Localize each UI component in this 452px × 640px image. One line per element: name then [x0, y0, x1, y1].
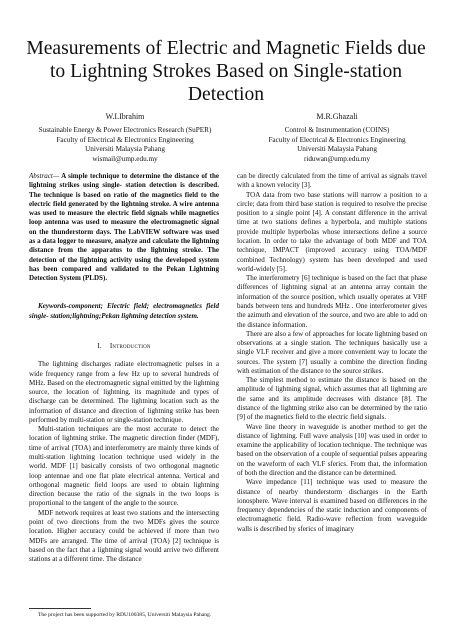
section-heading [29, 342, 219, 351]
abstract-lead: Abstract— [29, 172, 60, 180]
section-number: I. [97, 341, 102, 350]
author-affiliation-line: Universiti Malaysia Pahang [297, 145, 377, 154]
paper-title: Measurements of Electric and Magnetic Fields due to Lightning Strokes Based on Single-station Detection [26, 38, 426, 105]
body-paragraph: TOA data from two base stations will narrow a position to a circle; data from third base station is required to resolve the precise position to a single point [4]. A constant difference in the arrival time at two stations defines a hyperbola, and multiple stations provide multiple hyperbolas whose intersections define a source location. In order to take the advantage of both MDF and TOA technique, IMPACT (improved accuracy using TOA/MDF combined Technology) system has been developed and used world-widely [5]. [237, 190, 427, 273]
author-block-2 [247, 111, 427, 164]
body-paragraph: There are also a few of approaches for locate lightning based on observations at a single station. The techniques basically use a single VLF receiver and give a more convenient way to locate the sources. The system [7] usually a combine the direction finding with estimation of the distance to the source strikes. [237, 329, 427, 375]
author-email: wismail@ump.edu.my [92, 154, 158, 163]
footnote: The project has been supported by RDU100385, Universiti Malaysia Pahang. [38, 612, 212, 618]
author-affiliation-line: Faculty of Electrical & Electronics Engineering [268, 135, 406, 144]
left-column [29, 172, 219, 564]
body-paragraph: can be directly calculated from the time of arrival as signals travel with a known velocity [3]. [237, 172, 427, 190]
section-title: Introduction [109, 341, 151, 350]
footnote-divider [29, 608, 91, 609]
body-paragraph: Wave impedance [11] technique was used to measure the distance of nearby thunderstorm discharges in the Earth ionosphere. Wave interval is examined based on differences in the frequency dependencies of the static induction and components of electromagnetic field. Radio-wave reflection from waveguide walls is described by sferics of imaginary [237, 478, 427, 533]
author-block-1 [35, 111, 215, 164]
abstract-text: A simple technique to determine the distance of the lightning strikes using single- station detection is described. The technique is based on ratio of the magnetics field to the electric field generated by the lightning stroke. A wire antenna was used to measure the electric field signals while magnetics loop antenna was used to measure the electromagnetic signal on the thunderstorm days. The LabVIEW software was used as a data logger to measure, analyze and calculate the lightning distance from the apparatus to the lightning stroke. The detection of the lightning activity using the developed system has been compared and validated to the Pekan Lightning Detection System (PLDS). [29, 172, 219, 283]
author-affiliation-line: Sustainable Energy & Power Electronics Research (SuPER) [38, 126, 212, 134]
body-paragraph: The interferometry [6] technique is based on the fact that phase differences of lightning signal at an antenna array contain the information of the source position, which usually operates at VHF bands between tens and hundreds MHz . One interferometer gives the azimuth and elevation of the source, and two are able to add on the distance information. [237, 274, 427, 329]
right-column [237, 172, 427, 534]
body-paragraph: MDF network requires at least two stations and the intersecting point of two directions from the two MDFs gives the source location. Higher accuracy could be achieved if more than two MDFs are arranged. The time of arrival (TOA) [2] technique is based on the fact that a lightning signal would arrive two different stations at a different time. The distance [29, 508, 219, 564]
author-affiliation-line: Faculty of Electrical & Electronics Engineering [56, 135, 194, 144]
author-affiliation-line: Control & Instrumentation (COINS) [284, 126, 390, 134]
abstract [29, 172, 219, 283]
author-name: M.R.Ghazali [316, 112, 358, 121]
body-paragraph: Multi-station techniques are the most accurate to detect the location of lightning strike. The magnetic direction finder (MDF), time of arrival (TOA) and interferometry are mainly three kinds of multi-station lightning location technique used widely in the world. MDF [1] basically consists of two orthogonal magnetic loop antennae and one flat plate electrical antenna. Vertical and orthogonal magnetic field loops are used to obtain lightning direction because the ratio of the signals in the two loops is proportional to the tangent of the angle to the source. [29, 425, 219, 508]
body-paragraph: Wave line theory in waveguide is another method to get the distance of lightning. Full wave analysis [10] was used in order to examine the applicability of location technique. The technique was based on the observation of a couple of sequential pulses appearing on the waveform of each VLF sferics. From that, the information of both the direction and the distance can be determined. [237, 422, 427, 477]
body-paragraph: The lightning discharges radiate electromagnetic pulses in a wide frequency range from a few Hz up to several hundreds of MHz. Based on the electromagnetic signal emitted by the lightning source, the location of lightning, its magnitude and types of discharge can be determined. The lightning location such as the information of distance and direction of lightning strike has been performed by multi-station or single-station technique. [29, 360, 219, 424]
author-email: riduwan@ump.edu.my [303, 154, 371, 163]
body-paragraph: The simplest method to estimate the distance is based on the amplitude of lightning signal, which assumes that all lightning are the same and its amplitude decreases with distance [8]. The distance of the lightning strike also can be determined by the ratio [9] of the magnetics field to the electric field signals. [237, 376, 427, 422]
keywords: Keywords-component; Electric field; electromagnetics field single- station;lightning;Pekan lightning detection system. [29, 302, 219, 320]
author-name: W.I.Ibrahim [105, 112, 145, 121]
author-affiliation-line: Universiti Malaysia Pahang [85, 145, 165, 154]
